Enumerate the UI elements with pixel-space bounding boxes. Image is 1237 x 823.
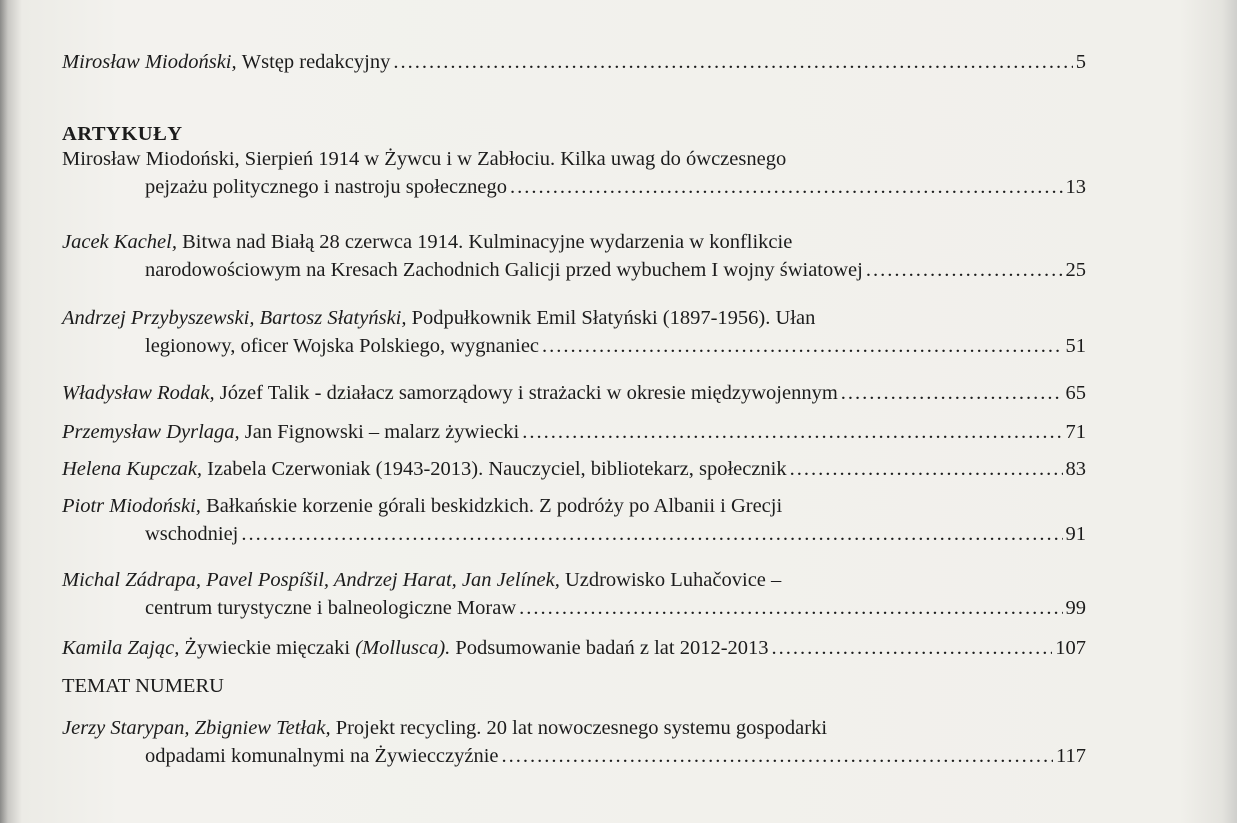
toc-entry (62, 492, 1086, 548)
entry-author: Helena Kupczak, (62, 458, 203, 480)
dot-leader (772, 634, 1053, 662)
entry-title-rest: Podsumowanie badań z lat 2012-2013 (455, 637, 769, 659)
entry-title-cont: legionowy, oficer Wojska Polskiego, wygnaniec (145, 335, 540, 357)
entry-author: Michal Zádrapa, Pavel Pospíšil, Andrzej Harat, Jan Jelínek, (62, 569, 560, 591)
entry-author: Władysław Rodak, (62, 382, 215, 404)
entry-page: 71 (1065, 421, 1086, 443)
toc-entry (62, 566, 1086, 622)
entry-title-cont: centrum turystyczne i balneologiczne Moraw (145, 597, 517, 619)
entry-title: Podpułkownik Emil Słatyński (1897-1956). Ułan (411, 307, 816, 329)
dot-leader (542, 332, 1062, 360)
toc-entry (62, 228, 1086, 284)
entry-title: Żywieckie mięczaki (184, 637, 351, 659)
entry-page: 5 (1075, 51, 1086, 73)
toc-entry (62, 714, 1086, 770)
toc-entry (62, 379, 1086, 407)
entry-title: Bitwa nad Białą 28 czerwca 1914. Kulminacyjne wydarzenia w konflikcie (182, 231, 793, 253)
section-heading-articles: ARTYKUŁY (62, 123, 183, 145)
entry-page: 25 (1065, 259, 1086, 281)
entry-author: Przemysław Dyrlaga, (62, 421, 240, 443)
entry-page: 91 (1065, 523, 1086, 545)
dot-leader (393, 48, 1072, 76)
toc-entry (62, 304, 1086, 360)
entry-title-cont: narodowościowym na Kresach Zachodnich Galicji przed wybuchem I wojny światowej (145, 259, 863, 281)
dot-leader (790, 455, 1063, 483)
dot-leader (241, 520, 1062, 548)
dot-leader (510, 173, 1062, 201)
toc-entry (62, 455, 1086, 483)
entry-title-italic: (Mollusca). (355, 637, 451, 659)
entry-title-cont: wschodniej (145, 523, 239, 545)
entry-page: 13 (1065, 176, 1086, 198)
entry-title: Jan Fignowski – malarz żywiecki (244, 421, 520, 443)
entry-title: Bałkańskie korzenie górali beskidzkich. Z podróży po Albanii i Grecji (206, 495, 783, 517)
toc-entry (62, 418, 1086, 446)
toc-entry-intro (62, 48, 1086, 76)
dot-leader (502, 742, 1053, 770)
entry-title-cont: odpadami komunalnymi na Żywiecczyźnie (145, 745, 499, 767)
dot-leader (522, 418, 1062, 446)
entry-author: Jacek Kachel, (62, 231, 177, 253)
entry-title: Projekt recycling. 20 lat nowoczesnego systemu gospodarki (335, 717, 828, 739)
toc-entry (62, 634, 1086, 662)
entry-page: 99 (1065, 597, 1086, 619)
entry-title: Uzdrowisko Luhačovice – (564, 569, 782, 591)
section-heading-theme: TEMAT NUMERU (62, 675, 224, 697)
entry-title: Mirosław Miodoński, Sierpień 1914 w Żywcu i w Zabłociu. Kilka uwag do ówczesnego (62, 148, 787, 170)
dot-leader (841, 379, 1063, 407)
entry-author: Mirosław Miodoński, (62, 51, 237, 73)
entry-page: 65 (1065, 382, 1086, 404)
entry-page: 117 (1056, 745, 1086, 767)
toc-entry (62, 145, 1086, 201)
entry-title-cont: pejzażu politycznego i nastroju społecznego (145, 176, 508, 198)
entry-title: Izabela Czerwoniak (1943-2013). Nauczyciel, bibliotekarz, społecznik (207, 458, 787, 480)
entry-page: 51 (1065, 335, 1086, 357)
entry-author: Kamila Zając, (62, 637, 180, 659)
dot-leader (519, 594, 1062, 622)
entry-title: Józef Talik - działacz samorządowy i strażacki w okresie międzywojennym (219, 382, 838, 404)
entry-author: Andrzej Przybyszewski, Bartosz Słatyński, (62, 307, 407, 329)
entry-title: Wstęp redakcyjny (241, 51, 391, 73)
dot-leader (866, 256, 1063, 284)
entry-author: Piotr Miodoński, (62, 495, 201, 517)
entry-page: 83 (1065, 458, 1086, 480)
entry-author: Jerzy Starypan, Zbigniew Tetłak, (62, 717, 331, 739)
entry-page: 107 (1055, 637, 1086, 659)
